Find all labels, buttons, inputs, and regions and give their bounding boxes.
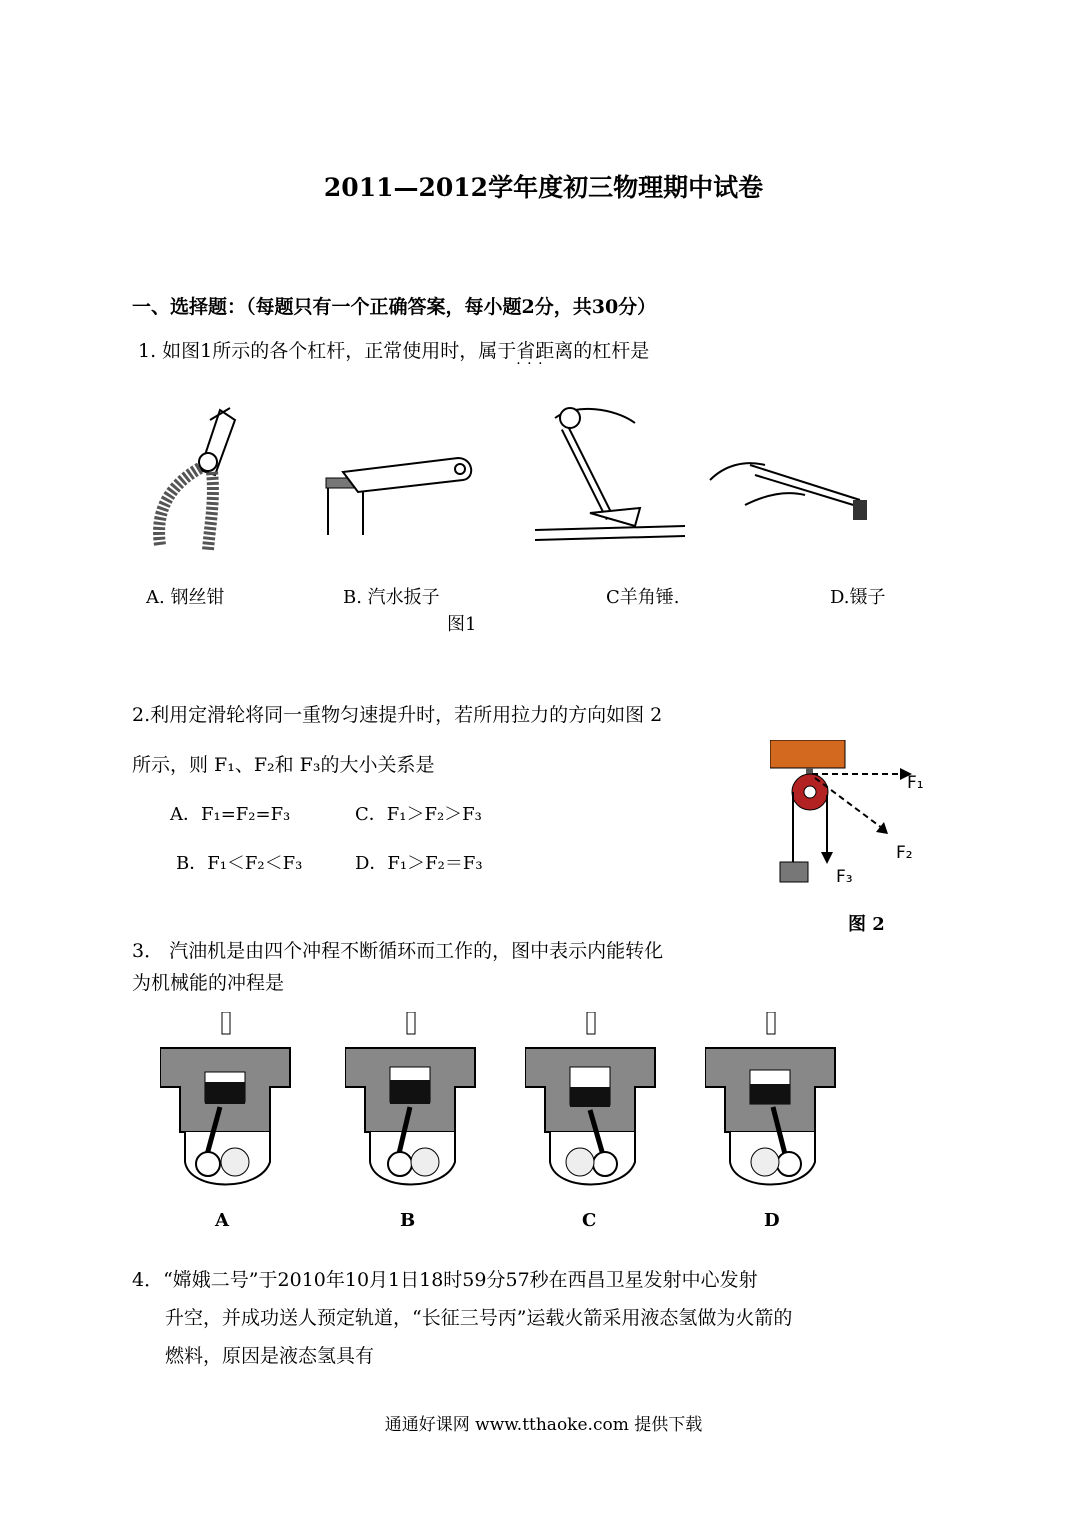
bottle-opener-figure <box>318 450 478 540</box>
q1-text-after: 的杠杆是 <box>573 340 650 362</box>
engine-stroke-d-figure <box>705 1012 845 1202</box>
pulley-figure <box>770 740 940 900</box>
q3-label-b: B <box>400 1210 416 1231</box>
q3-label-c: C <box>582 1210 597 1231</box>
question-4-line2: 升空，并成功送人预定轨道，“长征三号丙”运载火箭采用液态氢做为火箭的 <box>165 1307 793 1329</box>
pliers-figure <box>140 400 260 560</box>
q3-label-a: A <box>215 1210 229 1231</box>
question-3-line1: 3． 汽油机是由四个冲程不断循环而工作的，图中表示内能转化 <box>132 940 664 962</box>
q1-option-a: A. 钢丝钳 <box>146 587 225 608</box>
q2-option-a: A．F₁=F₂=F₃ <box>170 804 291 825</box>
q1-text-before: 1. 如图1所示的各个杠杆，正常使用时，属于 <box>138 340 517 362</box>
q2-option-b: B．F₁＜F₂＜F₃ <box>176 853 303 874</box>
page-title: 2011—2012学年度初三物理期中试卷 <box>323 173 764 202</box>
force-label-f2: F₂ <box>896 843 913 863</box>
q1-option-d: D.镊子 <box>830 587 886 608</box>
engine-stroke-c-figure <box>525 1012 665 1202</box>
q1-emphasis: 省距离 · · · <box>516 340 573 362</box>
footer-source: 通通好课网 www.tthaoke.com 提供下载 <box>384 1415 703 1435</box>
figure-1-caption: 图1 <box>447 614 477 635</box>
force-label-f1: F₁ <box>907 773 924 793</box>
q1-option-c: C羊角锤. <box>606 587 680 608</box>
q3-label-d: D <box>764 1210 780 1231</box>
section-heading: 一、选择题：（每题只有一个正确答案，每小题2分，共30分） <box>132 296 657 318</box>
question-1-text <box>138 336 649 363</box>
figure-2-caption: 图 2 <box>848 914 885 935</box>
question-4-line3: 燃料，原因是液态氢具有 <box>165 1345 375 1367</box>
q2-option-c: C．F₁＞F₂＞F₃ <box>355 804 482 825</box>
question-2-line2: 所示，则 F₁、F₂和 F₃的大小关系是 <box>132 754 435 776</box>
tweezers-figure <box>705 445 885 535</box>
q1-option-b: B. 汽水扳子 <box>343 587 440 608</box>
engine-stroke-a-figure <box>160 1012 300 1202</box>
q2-option-d: D．F₁＞F₂＝F₃ <box>355 853 483 874</box>
question-3-line2: 为机械能的冲程是 <box>132 972 285 994</box>
question-2-line1: 2.利用定滑轮将同一重物匀速提升时，若所用拉力的方向如图 2 <box>132 704 663 726</box>
engine-stroke-b-figure <box>345 1012 485 1202</box>
claw-hammer-figure <box>535 398 685 548</box>
force-label-f3: F₃ <box>836 867 853 887</box>
question-4-line1: 4．“嫦娥二号”于2010年10月1日18时59分57秒在西昌卫星发射中心发射 <box>132 1269 758 1291</box>
